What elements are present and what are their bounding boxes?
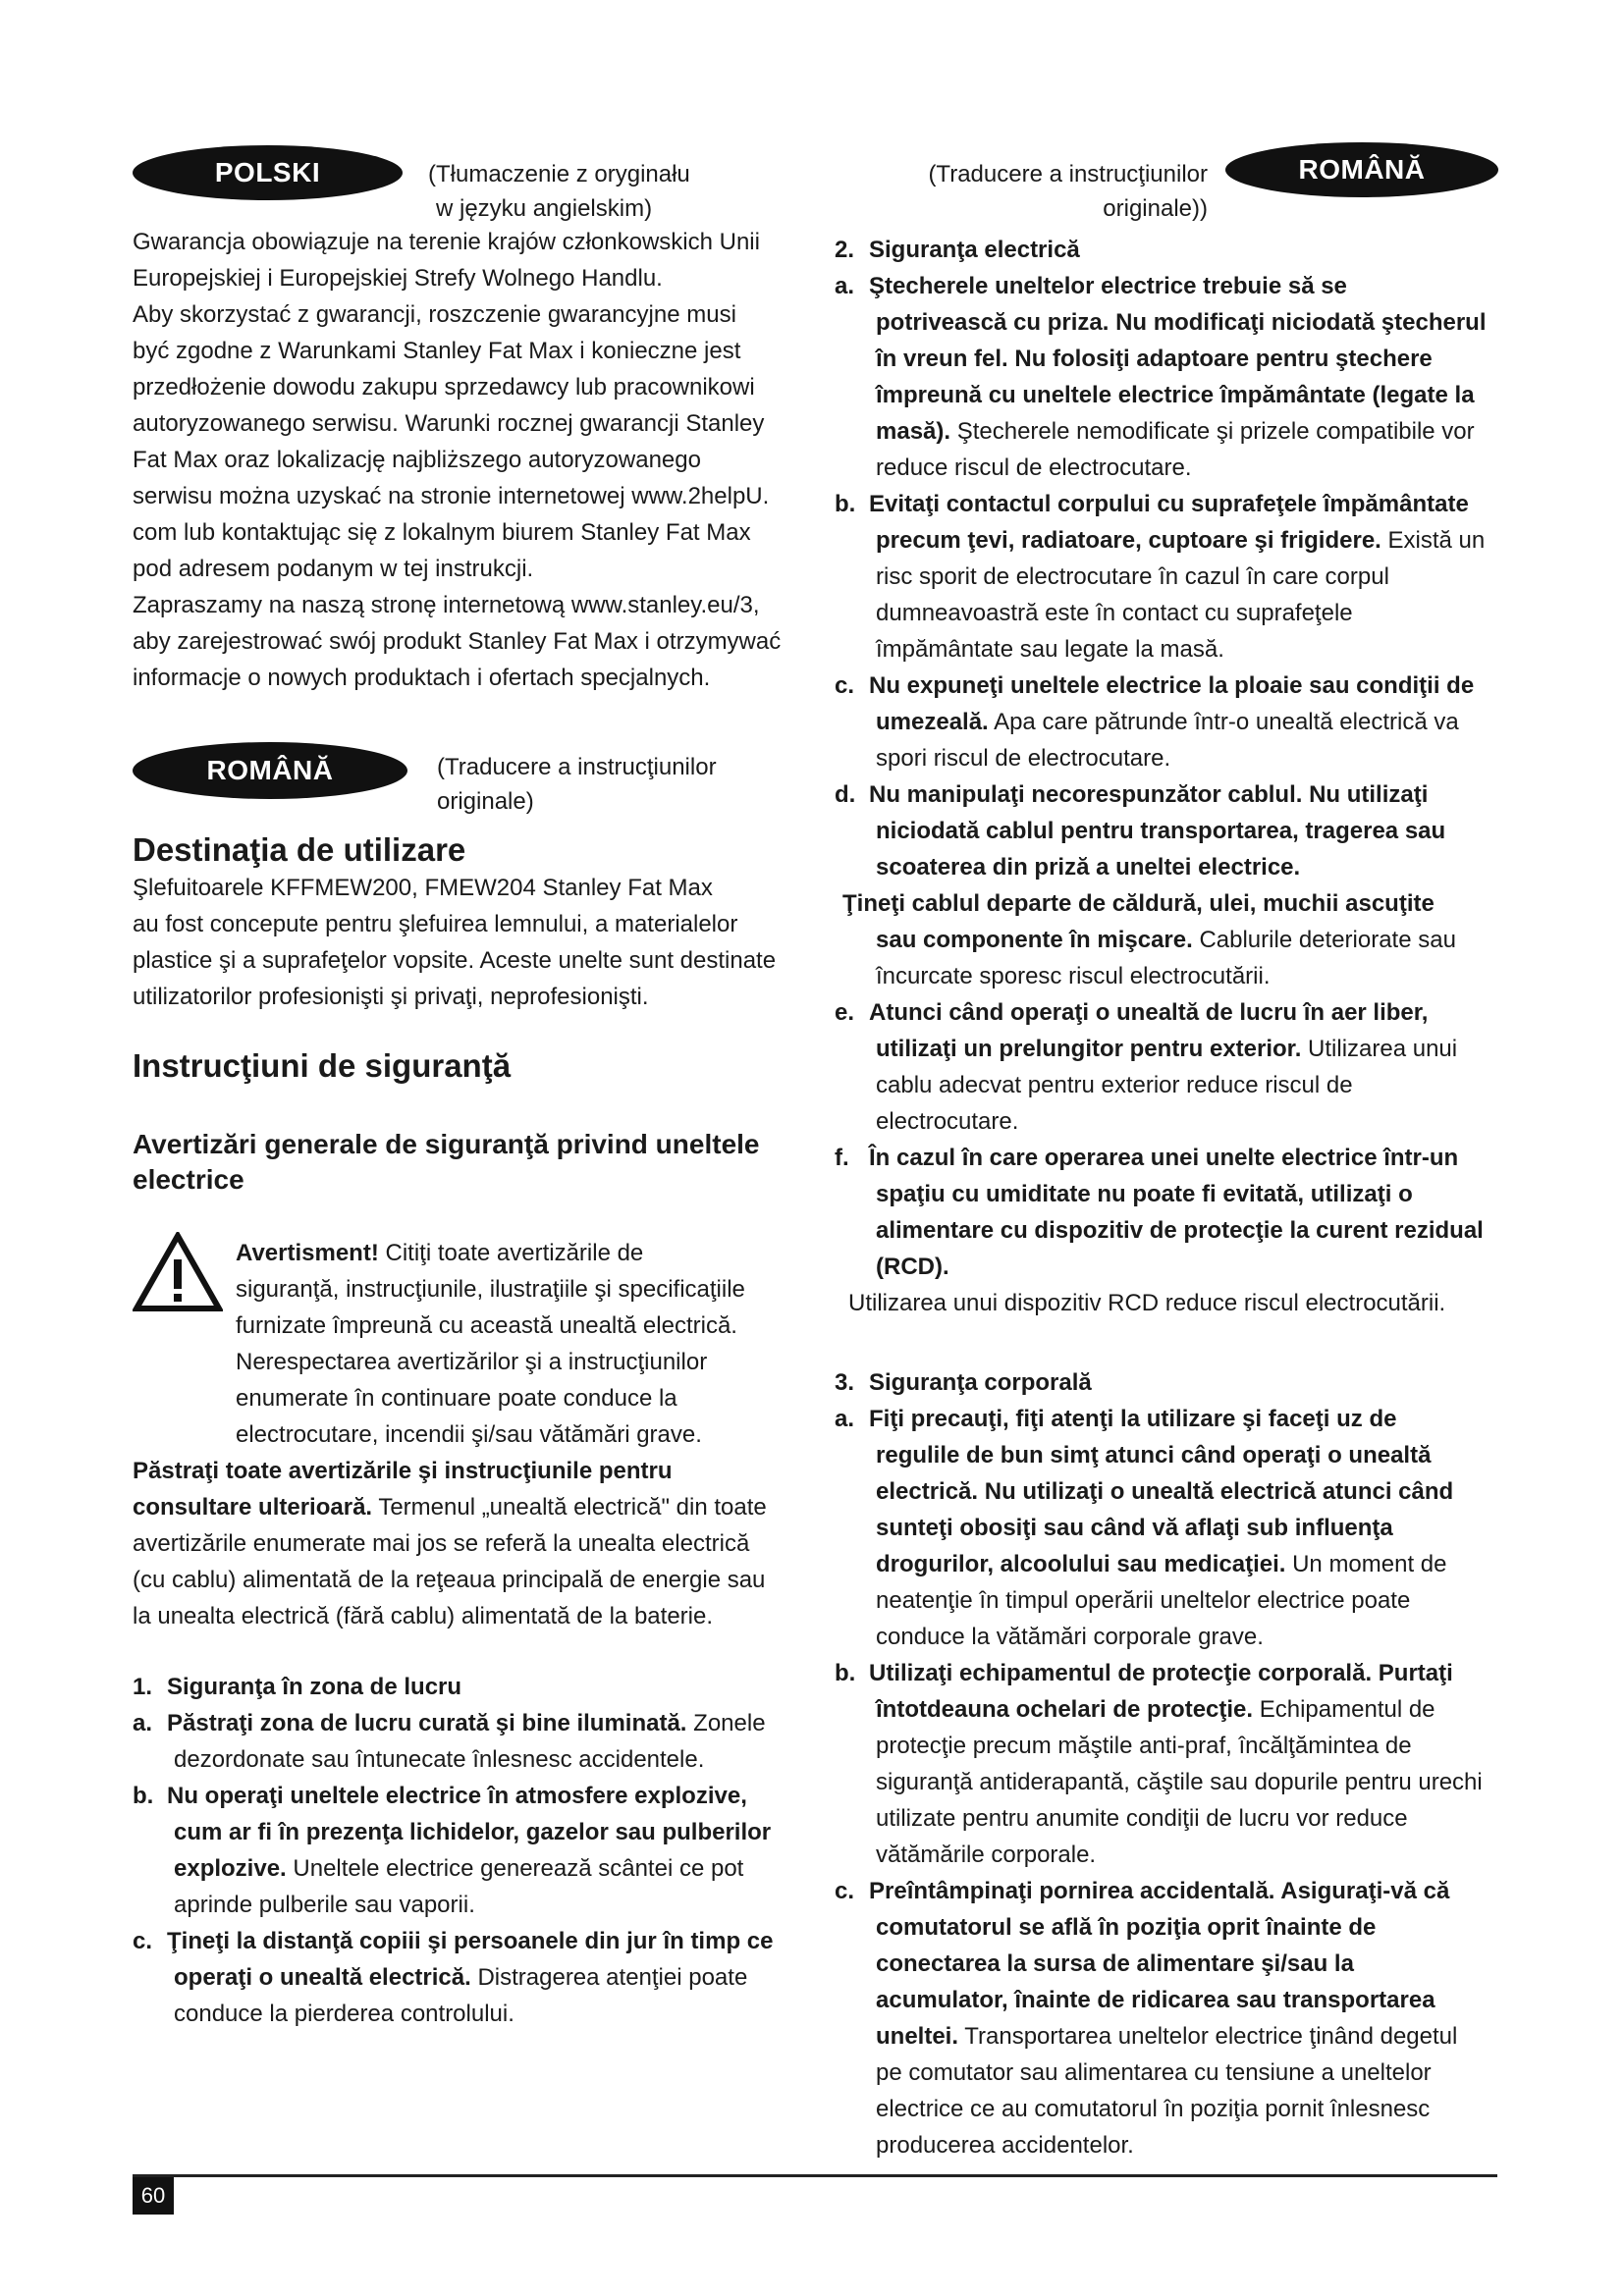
section-title: Siguranţa corporală bbox=[869, 1369, 1092, 1396]
text-line: încurcate sporesc riscul electrocutării. bbox=[876, 963, 1271, 989]
destinatia-text bbox=[133, 870, 810, 1015]
text-span: Nu expuneţi uneltele electrice la ploaie sau condiţii de bbox=[869, 672, 1475, 699]
text-span: drogurilor, alcoolului sau medicaţiei. bbox=[876, 1551, 1286, 1577]
text-line: siguranţă antiderapantă, căştile sau dopurile pentru urechi bbox=[876, 1769, 1483, 1795]
text-line bbox=[835, 522, 1512, 559]
text-line: împământate sau legate la masă. bbox=[876, 636, 1224, 663]
translation-note-line: w języku angielskim) bbox=[436, 195, 653, 222]
text-line: acumulator, înainte de ridicarea sau transportarea bbox=[876, 1987, 1435, 2013]
warning-text bbox=[236, 1235, 785, 1453]
destinatia-title: Destinaţia de utilizare bbox=[133, 831, 466, 868]
text-line bbox=[133, 1850, 810, 1887]
list-marker: b. bbox=[133, 1783, 154, 1809]
language-badge-label: ROMÂNĂ bbox=[206, 755, 334, 785]
list-marker: b. bbox=[835, 1660, 856, 1686]
text-line: com lub kontaktując się z lokalnym biurem Stanley Fat Max bbox=[133, 519, 751, 546]
heading-line: electrice bbox=[133, 1164, 244, 1195]
text-line: Păstraţi toate avertizările şi instrucţiunile pentru bbox=[133, 1458, 673, 1484]
text-span: Fiţi precauţi, fiţi atenţi la utilizare şi faceţi uz de bbox=[869, 1406, 1397, 1432]
text-line: vătămările corporale. bbox=[876, 1842, 1097, 1868]
text-line: cum ar fi în prezenţa lichidelor, gazelor sau pulberilor bbox=[174, 1819, 772, 1845]
text-span: Evitaţi contactul corpului cu suprafeţele împământate bbox=[869, 491, 1469, 517]
text-line bbox=[835, 1546, 1512, 1582]
text-line: protecţie precum măştile anti-praf, încălţămintea de bbox=[876, 1733, 1412, 1759]
text-line: przedłożenie dowodu zakupu sprzedawcy lub pracownikowi bbox=[133, 374, 755, 400]
text-line bbox=[236, 1235, 785, 1271]
text-line bbox=[133, 1489, 810, 1525]
text-span: Păstraţi zona de lucru curată şi bine iluminată. bbox=[167, 1710, 687, 1736]
text-line: utilizatorilor profesionişti şi privaţi, neprofesionişti. bbox=[133, 984, 649, 1010]
translation-note-polski bbox=[428, 157, 782, 226]
text-span: Zonele bbox=[686, 1710, 766, 1736]
section-title: Siguranţa în zona de lucru bbox=[167, 1674, 462, 1700]
text-line: reduce riscul de electrocutare. bbox=[876, 454, 1192, 481]
text-span: Echipamentul de bbox=[1253, 1696, 1435, 1723]
list-item bbox=[835, 667, 1512, 704]
text-span: Atunci când operaţi o unealtă de lucru în aer liber, bbox=[869, 999, 1429, 1026]
section-3 bbox=[835, 1364, 1512, 2163]
text-span: Termenul „unealtă electrică" din toate bbox=[372, 1494, 767, 1521]
list-marker: b. bbox=[835, 491, 856, 517]
list-marker: a. bbox=[133, 1710, 153, 1736]
text-line: pod adresem podanym w tej instrukcji. bbox=[133, 556, 534, 582]
section-number: 3. bbox=[835, 1369, 855, 1396]
text-line: dezordonate sau întunecate înlesnesc accidentele. bbox=[174, 1746, 705, 1773]
warning-triangle-icon bbox=[133, 1232, 223, 1312]
text-span: masă). bbox=[876, 418, 951, 445]
translation-note-line: (Tłumaczenie z oryginału bbox=[428, 161, 690, 187]
text-line: risc sporit de electrocutare în cazul în care corpul bbox=[876, 563, 1389, 590]
text-span: Apa care pătrunde într-o unealtă electrică va bbox=[988, 709, 1459, 735]
text-line bbox=[835, 922, 1512, 958]
text-line: Europejskiej i Europejskiej Strefy Wolnego Handlu. bbox=[133, 265, 663, 292]
text-span: Ştecherele uneltelor electrice trebuie să se bbox=[869, 273, 1347, 299]
language-badge-label: POLSKI bbox=[214, 157, 321, 187]
text-line: potrivească cu priza. Nu modificaţi niciodată ştecherul bbox=[876, 309, 1487, 336]
text-line: au fost concepute pentru şlefuirea lemnului, a materialelor bbox=[133, 911, 738, 937]
text-line: plastice şi a suprafeţelor vopsite. Aceste unelte sunt destinate bbox=[133, 947, 777, 974]
text-span: Uneltele electrice generează scântei ce pot bbox=[286, 1855, 744, 1882]
text-line: (RCD). bbox=[876, 1254, 949, 1280]
list-marker: e. bbox=[835, 999, 855, 1026]
text-line: neatenţie în timpul operării uneltelor electrice poate bbox=[876, 1587, 1411, 1614]
text-span: uneltei. bbox=[876, 2023, 959, 2050]
text-span: Ţineţi la distanţă copiii şi persoanele din jur în timp ce bbox=[167, 1928, 774, 1954]
text-span: sau componente în mişcare. bbox=[876, 927, 1193, 953]
text-line: Ţineţi cablul departe de căldură, ulei, muchii ascuţite bbox=[842, 890, 1435, 917]
page-number-label: 60 bbox=[140, 2183, 166, 2208]
translation-note-romana-section bbox=[437, 750, 790, 819]
text-line bbox=[835, 704, 1512, 740]
text-span: Transportarea uneltelor electrice ţinând degetul bbox=[958, 2023, 1458, 2050]
text-line: Gwarancja obowiązuje na terenie krajów członkowskich Unii bbox=[133, 229, 760, 255]
section-heading bbox=[133, 1669, 810, 1705]
text-span: Citiţi toate avertizările de bbox=[378, 1240, 644, 1266]
list-item bbox=[835, 1655, 1512, 1691]
warning-bold: Avertisment! bbox=[236, 1240, 379, 1266]
section-2 bbox=[835, 232, 1512, 1321]
text-span: precum ţevi, radiatoare, cuptoare şi frigidere. bbox=[876, 527, 1381, 554]
section-1 bbox=[133, 1669, 810, 2032]
text-line: conduce la pierderea controlului. bbox=[174, 2001, 514, 2027]
text-line bbox=[835, 1691, 1512, 1728]
text-line bbox=[835, 1031, 1512, 1067]
text-line bbox=[835, 413, 1512, 450]
text-line: autoryzowanego serwisu. Warunki rocznej gwarancji Stanley bbox=[133, 410, 765, 437]
text-line: Fat Max oraz lokalizację najbliższego autoryzowanego bbox=[133, 447, 701, 473]
translation-note-romana-header bbox=[913, 157, 1208, 226]
text-line: aby zarejestrować swój produkt Stanley Fat Max i otrzymywać bbox=[133, 628, 782, 655]
instructiuni-title: Instrucţiuni de siguranţă bbox=[133, 1047, 512, 1084]
text-line: avertizările enumerate mai jos se referă la unealta electrică bbox=[133, 1530, 750, 1557]
text-span: Există un bbox=[1380, 527, 1486, 554]
text-span: utilizaţi un prelungitor pentru exterior. bbox=[876, 1036, 1302, 1062]
text-line bbox=[133, 1959, 810, 1996]
text-line: conectarea la sursa de alimentare şi/sau la bbox=[876, 1950, 1354, 1977]
list-item bbox=[835, 1873, 1512, 1909]
text-line: sunteţi obosiţi sau când vă aflaţi sub influenţa bbox=[876, 1515, 1393, 1541]
text-span: Utilizaţi echipamentul de protecţie corporală. Purtaţi bbox=[869, 1660, 1453, 1686]
avertizari-title bbox=[133, 1127, 810, 1198]
section-title: Siguranţa electrică bbox=[869, 237, 1080, 263]
text-line: la unealta electrică (fără cablu) alimentată de la baterie. bbox=[133, 1603, 713, 1629]
text-span: Cablurile deteriorate sau bbox=[1192, 927, 1456, 953]
text-line: niciodată cablul pentru transportarea, tragerea sau bbox=[876, 818, 1446, 844]
text-line: furnizate împreună cu această unealtă electrică. bbox=[236, 1312, 737, 1339]
text-span: întotdeauna ochelari de protecţie. bbox=[876, 1696, 1254, 1723]
text-line: enumerate în continuare poate conduce la bbox=[236, 1385, 677, 1412]
list-item-text bbox=[167, 1705, 810, 1741]
page-number bbox=[133, 2177, 174, 2215]
pastrati-text bbox=[133, 1453, 810, 1634]
list-item bbox=[835, 268, 1512, 304]
text-line: comutatorul se află în poziţia oprit înainte de bbox=[876, 1914, 1377, 1941]
text-span: consultare ulterioară. bbox=[133, 1494, 373, 1521]
text-span: Utilizarea unui bbox=[1301, 1036, 1458, 1062]
translation-note-line: (Traducere a instrucţiunilor bbox=[928, 161, 1208, 187]
language-badge-label: ROMÂNĂ bbox=[1298, 154, 1426, 185]
list-item bbox=[835, 994, 1512, 1031]
translation-note-line: (Traducere a instrucţiunilor bbox=[437, 754, 717, 780]
text-line: împreună cu uneltele electrice împământate (legate la bbox=[876, 382, 1475, 408]
text-line: cablu adecvat pentru exterior reduce riscul de bbox=[876, 1072, 1353, 1098]
list-item bbox=[835, 1140, 1512, 1176]
text-line: Nerespectarea avertizărilor şi a instrucţiunilor bbox=[236, 1349, 708, 1375]
list-item bbox=[835, 776, 1512, 813]
text-line: în vreun fel. Nu folosiţi adaptoare pentru ştechere bbox=[876, 346, 1433, 372]
text-line: serwisu można uzyskać na stronie internetowej www.2helpU. bbox=[133, 483, 770, 509]
text-span: Nu manipulaţi necorespunzător cablul. Nu utilizaţi bbox=[869, 781, 1429, 808]
text-span: explozive. bbox=[174, 1855, 287, 1882]
heading-line: Avertizări generale de siguranţă privind uneltele bbox=[133, 1129, 760, 1159]
polski-warranty-text bbox=[133, 224, 800, 696]
text-line: dumneavoastră este în contact cu suprafeţele bbox=[876, 600, 1353, 626]
section-number: 1. bbox=[133, 1674, 153, 1700]
list-marker: c. bbox=[133, 1928, 153, 1954]
text-line: Zapraszamy na naszą stronę internetową www.stanley.eu/3, bbox=[133, 592, 760, 618]
list-item bbox=[835, 1401, 1512, 1437]
language-badge-polski bbox=[133, 145, 403, 200]
text-line: pe comutator sau alimentarea cu tensiune a uneltelor bbox=[876, 2059, 1432, 2086]
language-badge-romana-header bbox=[1225, 142, 1498, 197]
text-span: Un moment de bbox=[1285, 1551, 1447, 1577]
text-line: electrocutare. bbox=[876, 1108, 1019, 1135]
list-marker: a. bbox=[835, 273, 855, 299]
text-span: În cazul în care operarea unei unelte electrice într-un bbox=[869, 1145, 1459, 1171]
text-span: Nu operaţi uneltele electrice în atmosfere explozive, bbox=[167, 1783, 747, 1809]
text-line: electrică. Nu utilizaţi o unealtă electrică atunci când bbox=[876, 1478, 1454, 1505]
text-line: alimentare cu dispozitiv de protecţie la curent rezidual bbox=[876, 1217, 1484, 1244]
list-item bbox=[133, 1778, 810, 1814]
text-span: Preîntâmpinaţi pornirea accidentală. Asiguraţi-vă că bbox=[869, 1878, 1450, 1904]
text-line: utilizate pentru anumite condiţii de lucru vor reduce bbox=[876, 1805, 1408, 1832]
text-line: producerea accidentelor. bbox=[876, 2132, 1134, 2159]
list-marker: a. bbox=[835, 1406, 855, 1432]
text-line: Aby skorzystać z gwarancji, roszczenie gwarancyjne musi bbox=[133, 301, 736, 328]
list-item bbox=[835, 486, 1512, 522]
text-line: electrocutare, incendii şi/sau vătămări grave. bbox=[236, 1421, 702, 1448]
text-line: siguranţă, instrucţiunile, ilustraţiile şi specificaţiile bbox=[236, 1276, 745, 1303]
text-span: Ştecherele nemodificate şi prizele compatibile vor bbox=[950, 418, 1475, 445]
list-item bbox=[133, 1705, 810, 1741]
footer-rule bbox=[133, 2174, 1497, 2177]
text-line: spaţiu cu umiditate nu poate fi evitată, utilizaţi o bbox=[876, 1181, 1413, 1207]
text-line: electrice ce au comutatorul în poziţia pornit înlesnesc bbox=[876, 2096, 1431, 2122]
translation-note-line: originale)) bbox=[1103, 195, 1208, 222]
list-item bbox=[133, 1923, 810, 1959]
text-line: Şlefuitoarele KFFMEW200, FMEW204 Stanley Fat Max bbox=[133, 875, 713, 901]
text-line: Utilizarea unui dispozitiv RCD reduce riscul electrocutării. bbox=[848, 1290, 1446, 1316]
text-line: regulile de bun simţ atunci când operaţi o unealtă bbox=[876, 1442, 1432, 1468]
text-span: Distragerea atenţiei poate bbox=[470, 1964, 748, 1991]
text-line bbox=[835, 2018, 1512, 2055]
list-marker: f. bbox=[835, 1145, 849, 1171]
text-line: scoaterea din priză a uneltei electrice. bbox=[876, 854, 1301, 881]
list-marker: c. bbox=[835, 1878, 855, 1904]
text-line: informacje o nowych produktach i ofertach specjalnych. bbox=[133, 665, 711, 691]
text-line: być zgodne z Warunkami Stanley Fat Max i konieczne jest bbox=[133, 338, 741, 364]
section-heading bbox=[835, 1364, 1512, 1401]
text-line: aprinde pulberile sau vaporii. bbox=[174, 1892, 475, 1918]
section-number: 2. bbox=[835, 237, 855, 263]
list-marker: d. bbox=[835, 781, 856, 808]
section-heading bbox=[835, 232, 1512, 268]
text-line: spori riscul de electrocutare. bbox=[876, 745, 1171, 772]
list-marker: c. bbox=[835, 672, 855, 699]
text-span: operaţi o unealtă electrică. bbox=[174, 1964, 471, 1991]
text-span: umezeală. bbox=[876, 709, 989, 735]
text-line: (cu cablu) alimentată de la reţeaua principală de energie sau bbox=[133, 1567, 766, 1593]
language-badge-romana-section bbox=[133, 742, 407, 799]
text-line: conduce la vătămări corporale grave. bbox=[876, 1624, 1264, 1650]
translation-note-line: originale) bbox=[437, 788, 534, 815]
